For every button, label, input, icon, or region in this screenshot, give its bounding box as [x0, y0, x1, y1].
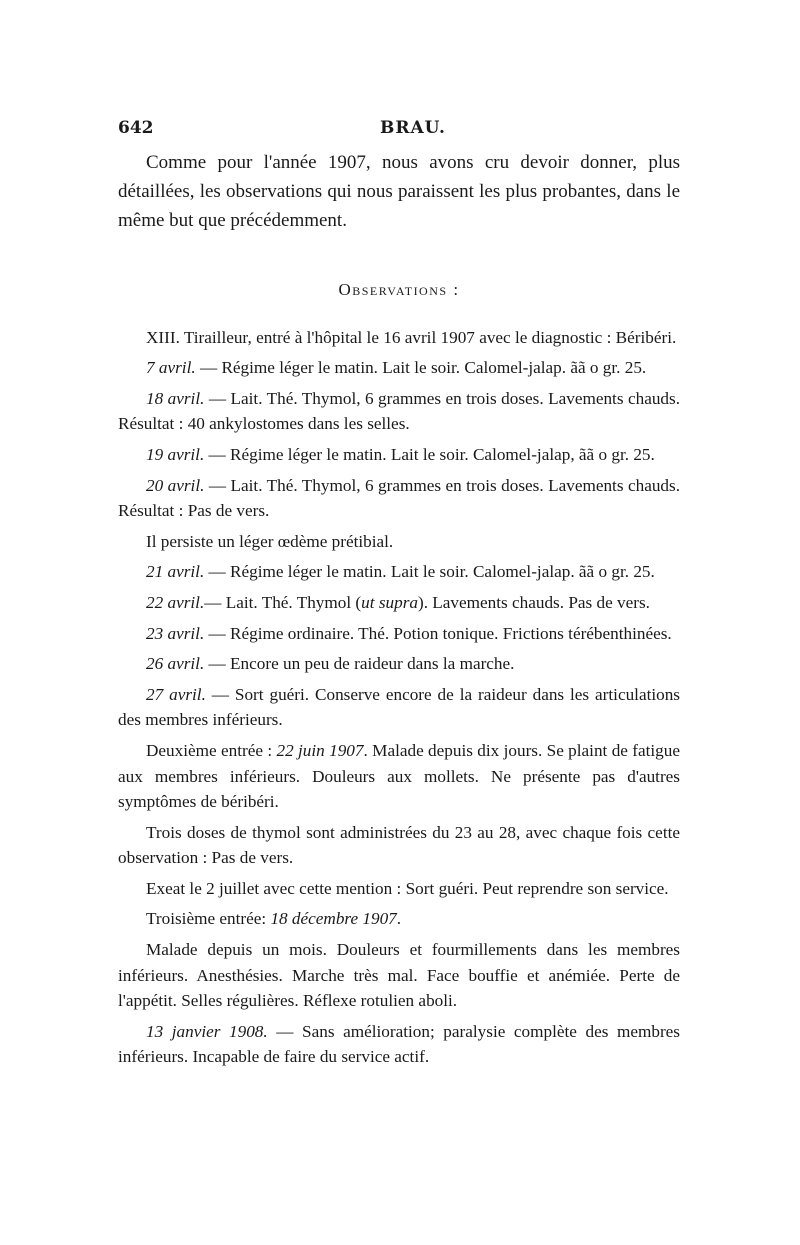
entry-separator: —: [267, 1021, 303, 1041]
second-entry-lead: Deuxième entrée :: [146, 740, 277, 760]
entry-date: 23 avril.: [146, 623, 205, 643]
entry-text: Régime ordinaire. Thé. Potion tonique. Frictions térébenthinées.: [230, 623, 672, 643]
entry-date: 18 avril.: [146, 388, 205, 408]
entry-6: [118, 590, 680, 616]
entry-text: Sort guéri. Conserve encore de la raideur dans les articulations des membres inférieurs.: [118, 684, 681, 730]
entry-date: 27 avril.: [146, 684, 206, 704]
entry-4: [118, 529, 680, 555]
running-head: BRAU.: [380, 118, 446, 138]
intro-paragraph: Comme pour l'année 1907, nous avons cru devoir donner, plus détaillées, les observations qui nous paraissent les plus probantes, dans le même but que précédemment.: [118, 152, 680, 231]
entry-text: Lait. Thé. Thymol, 6 grammes en trois doses. Lavements chauds. Résultat : Pas de vers.: [118, 475, 681, 521]
third-entry-date: 18 décembre 1907: [270, 909, 397, 929]
last-entry-date: 13 janvier 1908.: [146, 1021, 268, 1041]
third-entry-text: .: [396, 909, 402, 929]
entry-text: Il persiste un léger œdème prétibial.: [146, 531, 394, 551]
second-entry-date: 22 juin 1907: [276, 740, 364, 760]
entry-separator: —: [204, 475, 231, 495]
thymol-paragraph: Trois doses de thymol sont administrées du 23 au 28, avec chaque fois cette observation : Pas de vers.: [118, 822, 680, 868]
entry-2: [118, 442, 680, 468]
entry-date: 7 avril.: [146, 358, 196, 378]
entry-1: [118, 386, 680, 437]
entry-3: [118, 473, 680, 524]
page-number: 642: [118, 118, 154, 138]
entry-text: Régime léger le matin. Lait le soir. Calomel-jalap. ãã o gr. 25.: [221, 358, 647, 378]
entry-text: Régime léger le matin. Lait le soir. Calomel-jalap. ãã o gr. 25.: [230, 562, 655, 582]
entry-text: Régime léger le matin. Lait le soir. Calomel-jalap, ãã o gr. 25.: [230, 444, 655, 464]
last-entry-text: Sans amélioration; paralysie complète des membres inférieurs. Incapable de faire du service actif.: [118, 1021, 680, 1067]
entry-date: 26 avril.: [146, 654, 205, 674]
entry-date: 22 avril.: [146, 592, 205, 612]
page-header: [118, 118, 678, 142]
third-entry: [118, 906, 680, 932]
latin-phrase: ut supra: [361, 592, 418, 612]
entry-7: [118, 621, 680, 647]
third-entry-lead: Troisième entrée:: [146, 909, 271, 929]
case-intro: XIII. Tirailleur, entré à l'hôpital le 16 avril 1907 avec le diagnostic : Béribéri.: [146, 327, 677, 347]
entry-5: [118, 559, 680, 585]
entry-separator: —: [204, 592, 226, 612]
entry-separator: —: [195, 358, 222, 378]
entry-separator: —: [204, 562, 231, 582]
last-entry: [118, 1019, 680, 1070]
entry-text: Encore un peu de raideur dans la marche.: [230, 654, 515, 674]
entry-separator: —: [204, 623, 231, 643]
entry-date: 19 avril.: [146, 444, 205, 464]
section-heading: Observations :: [338, 280, 460, 299]
entry-separator: —: [204, 654, 231, 674]
entry-separator: —: [204, 444, 231, 464]
entry-separator: —: [204, 388, 231, 408]
entry-8: [118, 651, 680, 677]
entry-date: 21 avril.: [146, 562, 205, 582]
entry-9: [118, 682, 680, 733]
third-entry-description: Malade depuis un mois. Douleurs et fourmillements dans les membres inférieurs. Anesthésies. Marche très mal. Face bouffie et anémiée. Perte de l'appétit. Selles régulières. Réflexe rotulien aboli.: [118, 940, 680, 1011]
entry-text: Lait. Thé. Thymol, 6 grammes en trois doses. Lavements chauds. Résultat : 40 ankylostomes dans les selles.: [118, 388, 681, 434]
exeat-paragraph: Exeat le 2 juillet avec cette mention : Sort guéri. Peut reprendre son service.: [146, 878, 669, 898]
entry-text: Lait. Thé. Thymol (: [225, 592, 362, 612]
entry-0: [118, 355, 680, 381]
page-body: [118, 148, 680, 1070]
entry-text-cont: ). Lavements chauds. Pas de vers.: [417, 592, 650, 612]
second-entry-text: . Malade depuis dix jours. Se plaint de fatigue aux membres inférieurs. Douleurs aux mollets. Ne présente pas d'autres symptômes de béribéri.: [118, 740, 680, 812]
entry-date: 20 avril.: [146, 475, 205, 495]
entry-separator: —: [205, 684, 235, 704]
second-entry: [118, 738, 680, 815]
